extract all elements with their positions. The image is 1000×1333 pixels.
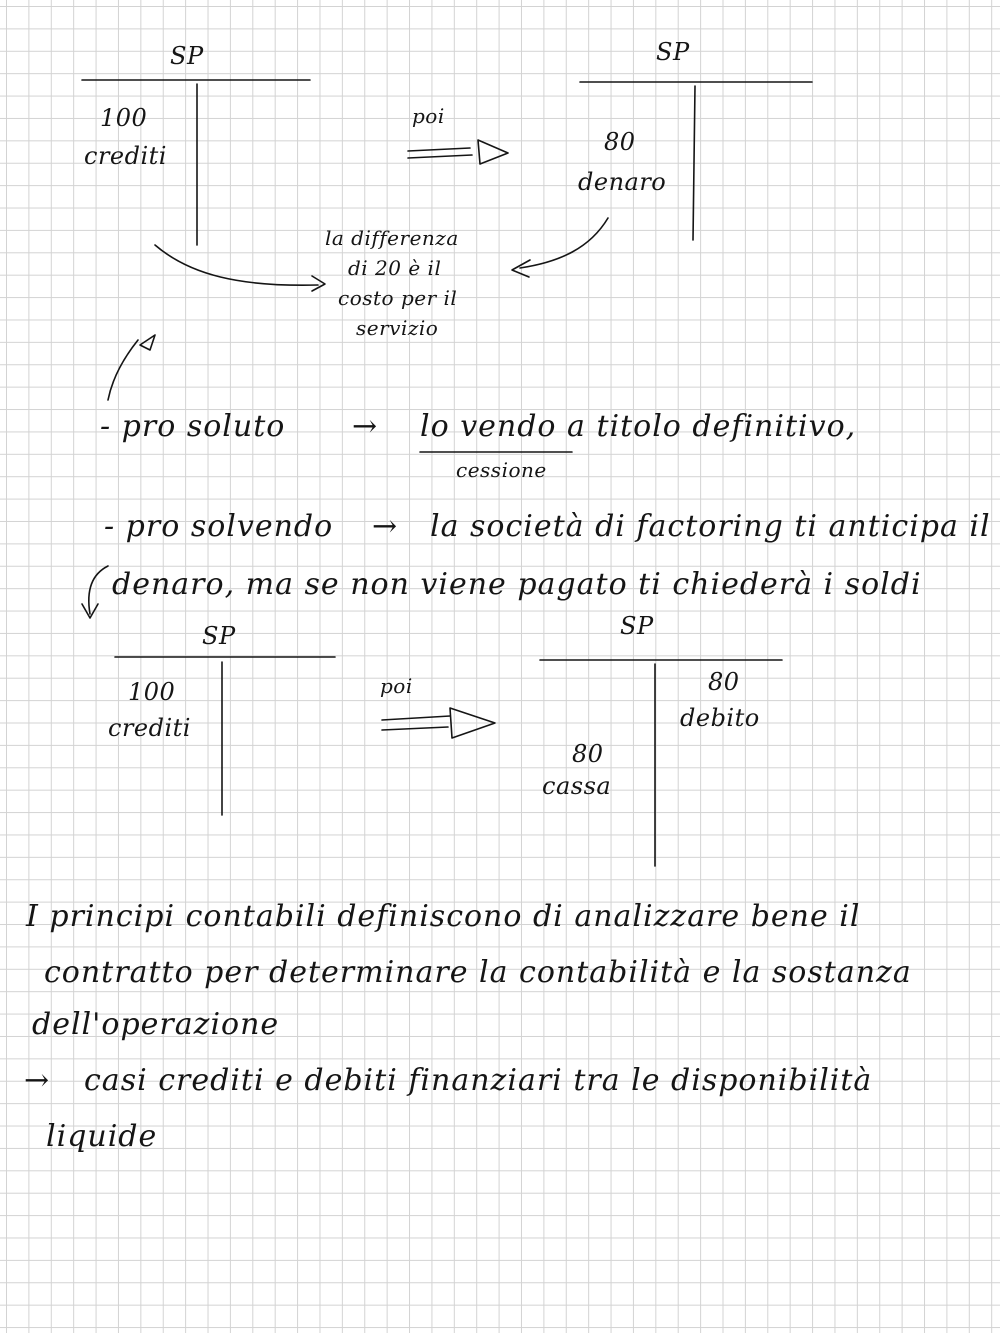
crediti-label-1: crediti xyxy=(84,142,167,170)
sp-header-2: SP xyxy=(656,38,690,66)
denaro-value-1: 80 xyxy=(604,128,636,156)
pro-solvendo-line-1: la società di factoring ti anticipa il xyxy=(430,509,991,544)
pro-soluto-arrow: → xyxy=(352,409,379,444)
pro-soluto-text: lo vendo a titolo definitivo, xyxy=(420,409,857,444)
crediti-value-2: 100 xyxy=(128,678,176,706)
poi-label-2: poi xyxy=(380,674,413,698)
principles-line-2: contratto per determinare la contabilità e la sostanza xyxy=(44,955,912,990)
poi-label-1: poi xyxy=(412,104,445,128)
debito-value: 80 xyxy=(708,668,740,696)
cessione-label: cessione xyxy=(456,458,547,482)
margin-arrow xyxy=(89,566,108,614)
cassa-value: 80 xyxy=(572,740,604,768)
pro-solvendo-line-2: denaro, ma se non viene pagato ti chiederà i soldi xyxy=(112,567,922,602)
sp-header-1: SP xyxy=(170,42,204,70)
curved-arrow-right xyxy=(520,218,608,268)
t-account-2-divider xyxy=(693,86,695,240)
denaro-label-1: denaro xyxy=(578,168,667,196)
principles-bullet-line-2: liquide xyxy=(46,1119,158,1154)
pro-solvendo-arrow: → xyxy=(372,509,399,544)
double-arrow-icon xyxy=(382,708,495,738)
pro-solvendo-term: - pro solvendo xyxy=(104,509,334,544)
principles-line-3: dell'operazione xyxy=(32,1007,280,1042)
arrow-up-right xyxy=(108,340,138,400)
principles-line-1: I principi contabili definiscono di analizzare bene il xyxy=(26,899,861,934)
crediti-value-1: 100 xyxy=(100,104,148,132)
sp-header-4: SP xyxy=(620,612,654,640)
pro-soluto-term: - pro soluto xyxy=(100,409,286,444)
cassa-label: cassa xyxy=(542,772,612,800)
difference-note-line-2: di 20 è il xyxy=(348,256,442,280)
principles-bullet-line-1: casi crediti e debiti finanziari tra le disponibilità xyxy=(84,1063,873,1098)
curved-arrow-left xyxy=(155,245,318,285)
debito-label: debito xyxy=(680,704,760,732)
difference-note-line-3: costo per il xyxy=(338,286,458,310)
double-arrow-icon xyxy=(408,140,508,164)
crediti-label-2: crediti xyxy=(108,714,191,742)
sp-header-3: SP xyxy=(202,622,236,650)
principles-bullet-arrow: → xyxy=(24,1063,51,1098)
difference-note-line-4: servizio xyxy=(356,316,439,340)
difference-note-line-1: la differenza xyxy=(325,226,459,250)
